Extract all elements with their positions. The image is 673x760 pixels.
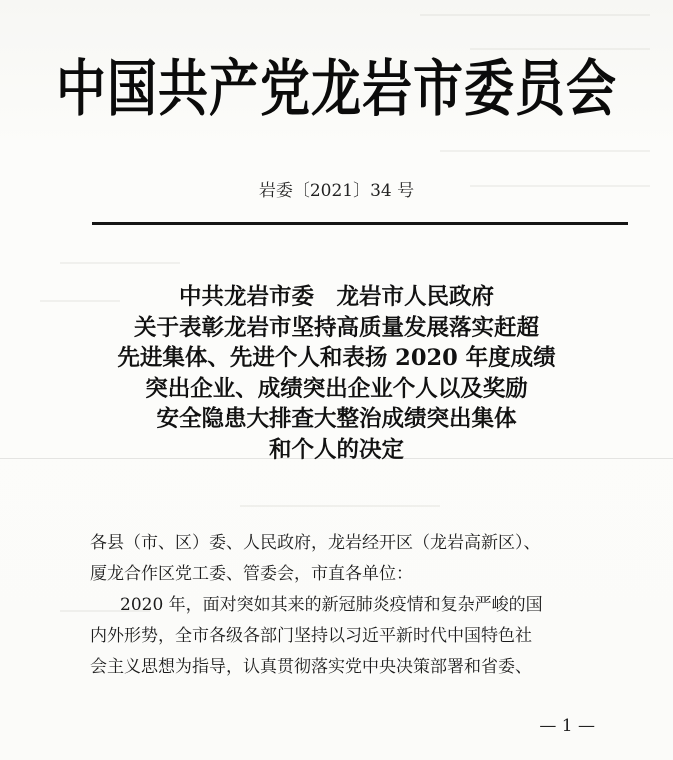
header-divider-rule xyxy=(92,222,628,225)
bleed-through-mark xyxy=(440,150,650,152)
paragraph-line: 2020 年，面对突如其来的新冠肺炎疫情和复杂严峻的国 xyxy=(120,595,543,615)
paragraph-line: 会主义思想为指导，认真贯彻落实党中央决策部署和省委、 xyxy=(90,657,532,677)
decision-title-line: 和个人的决定 xyxy=(268,436,404,463)
decision-title-line: 先进集体、先进个人和表扬 2020 年度成绩 xyxy=(117,345,556,372)
document-number: 岩委〔2021〕34 号 xyxy=(258,181,415,201)
bleed-through-mark xyxy=(60,262,180,264)
bleed-through-mark xyxy=(420,14,650,16)
issuer-header-title: 中国共产党龙岩市委员会 xyxy=(56,53,617,125)
body-text xyxy=(90,528,630,683)
page-number: — 1 — xyxy=(539,716,595,736)
bleed-through-mark xyxy=(240,505,440,507)
decision-title xyxy=(0,282,673,466)
decision-title-line: 关于表彰龙岩市坚持高质量发展落实赶超 xyxy=(133,314,539,341)
decision-title-line: 安全隐患大排查大整治成绩突出集体 xyxy=(156,406,517,433)
decision-title-line: 中共龙岩市委 龙岩市人民政府 xyxy=(178,284,494,310)
paragraph-line: 内外形势，全市各级各部门坚持以习近平新时代中国特色社 xyxy=(90,626,532,646)
decision-title-line: 突出企业、成绩突出企业个人以及奖励 xyxy=(145,375,528,402)
addressee-line: 厦龙合作区党工委、管委会，市直各单位： xyxy=(90,564,413,584)
addressee-line: 各县（市、区）委、人民政府，龙岩经开区（龙岩高新区）、 xyxy=(90,533,541,553)
